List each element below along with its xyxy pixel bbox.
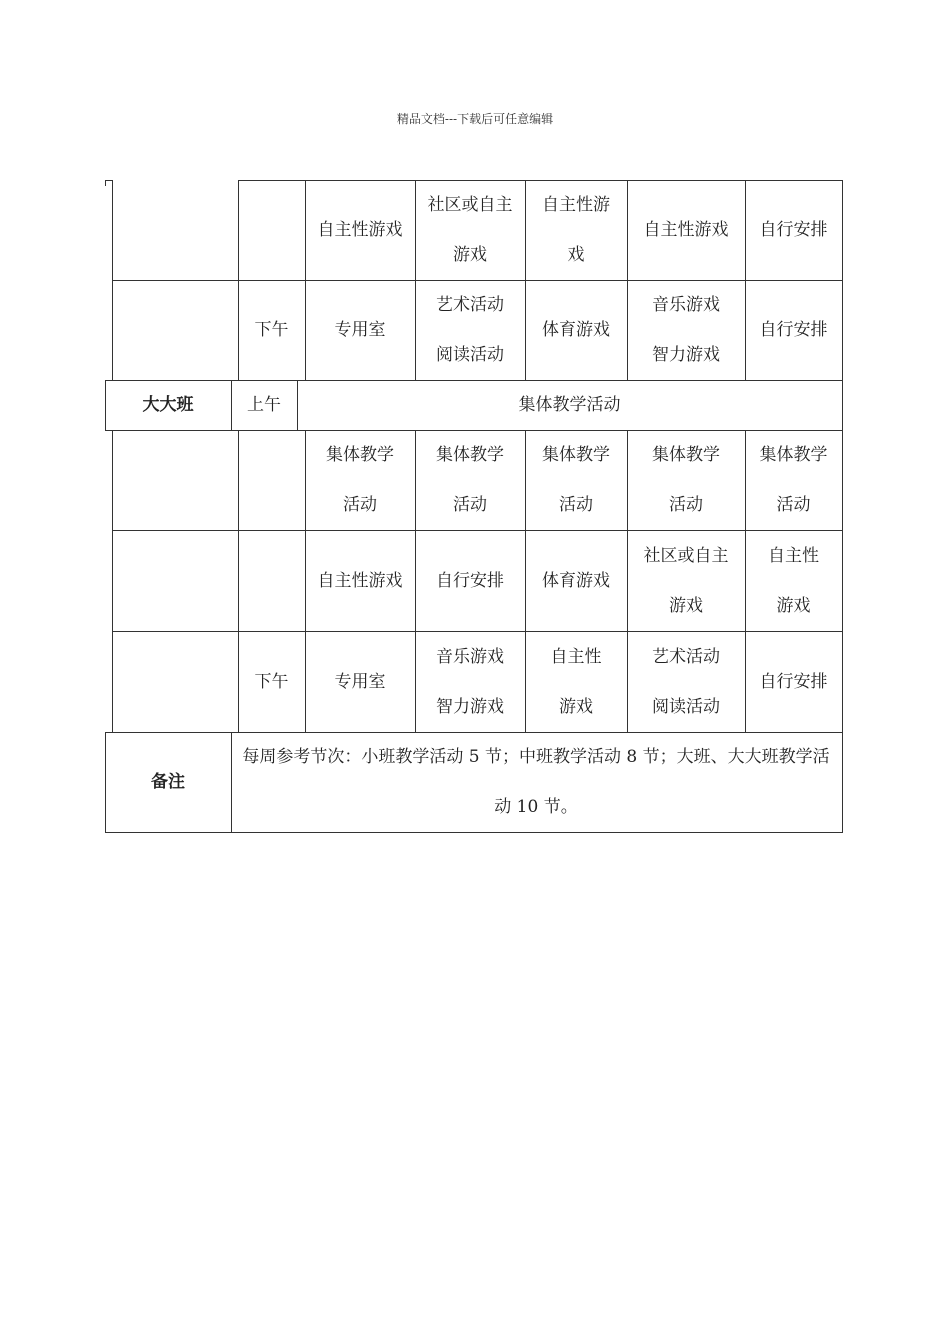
activity-cell-text: 自行安排 [759, 220, 828, 240]
activity-cell [745, 631, 842, 732]
row-line [112, 530, 843, 531]
activity-cell-text: 自行安排 [759, 320, 828, 340]
activity-cell [305, 631, 415, 732]
col-line [627, 180, 628, 280]
period-cell [238, 280, 305, 380]
activity-cell [415, 180, 525, 280]
activity-cell-text: 体育游戏 [542, 570, 610, 591]
col-line [112, 530, 113, 631]
merged-activity-cell-text: 集体教学活动 [518, 395, 621, 415]
group-cell [112, 631, 238, 732]
activity-cell-text: 艺术活动 阅读活动 [436, 295, 504, 365]
col-line [305, 280, 306, 380]
col-line [842, 280, 843, 380]
activity-cell [745, 180, 842, 280]
merged-activity-cell [297, 380, 842, 430]
activity-cell-text: 集体教学 活动 [759, 445, 828, 515]
col-line [305, 430, 306, 530]
activity-cell [415, 631, 525, 732]
activity-cell-text: 体育游戏 [542, 320, 610, 340]
activity-cell-text: 自主性 游戏 [550, 646, 602, 717]
col-line [415, 631, 416, 732]
col-line [112, 180, 113, 280]
col-line [238, 530, 239, 631]
col-line [525, 430, 526, 530]
activity-cell [745, 430, 842, 530]
col-line [842, 380, 843, 430]
activity-cell-text: 自行安排 [759, 671, 828, 692]
activity-cell [745, 280, 842, 380]
activity-cell-text: 自主性游戏 [317, 570, 403, 591]
col-line [627, 280, 628, 380]
activity-cell [745, 530, 842, 631]
col-line [415, 180, 416, 280]
col-line [627, 530, 628, 631]
col-line [238, 280, 239, 380]
col-line [525, 180, 526, 280]
activity-cell-text: 集体教学 活动 [652, 445, 720, 515]
activity-cell [305, 180, 415, 280]
col-line [627, 430, 628, 530]
note-text: 每周参考节次：小班教学活动 5 节；中班教学活动 8 节；大班、大大班教学活动 10 节。 [242, 747, 830, 817]
activity-cell [627, 530, 745, 631]
period-cell-text: 上午 [247, 395, 281, 415]
activity-cell-text: 自行安排 [436, 570, 504, 591]
col-line [842, 732, 843, 832]
activity-cell [415, 280, 525, 380]
activity-cell [525, 180, 627, 280]
activity-cell-text: 艺术活动 阅读活动 [652, 646, 720, 717]
col-line [627, 631, 628, 732]
col-line [745, 280, 746, 380]
row-line [238, 180, 843, 181]
top-tick-line [105, 180, 106, 186]
col-line [745, 180, 746, 280]
activity-cell-text: 专用室 [334, 671, 386, 692]
col-line [112, 631, 113, 732]
col-line [842, 180, 843, 280]
activity-cell-text: 音乐游戏 智力游戏 [652, 295, 720, 365]
activity-cell-text: 自主性 游戏 [768, 545, 819, 616]
period-cell [231, 380, 297, 430]
row-line [105, 832, 843, 833]
period-cell-text: 下午 [254, 320, 289, 340]
col-line [105, 380, 106, 430]
col-line [415, 430, 416, 530]
group-cell [112, 430, 238, 530]
col-line [842, 631, 843, 732]
row-line [112, 631, 843, 632]
activity-cell [525, 530, 627, 631]
activity-cell-text: 集体教学 活动 [542, 445, 610, 515]
col-line [305, 180, 306, 280]
col-line [297, 380, 298, 430]
col-line [525, 280, 526, 380]
col-line [305, 530, 306, 631]
col-line [525, 530, 526, 631]
group-label-cell-text: 大大班 [142, 395, 194, 415]
activity-cell-text: 自主性游戏 [317, 220, 403, 240]
col-line [842, 530, 843, 631]
group-cell [112, 280, 238, 380]
activity-cell [415, 430, 525, 530]
col-line [112, 430, 113, 530]
col-line [238, 430, 239, 530]
col-line [305, 631, 306, 732]
activity-cell [525, 631, 627, 732]
col-line [745, 430, 746, 530]
group-cell [112, 180, 238, 280]
activity-cell-text: 自主性游戏 [643, 220, 729, 240]
activity-cell [525, 280, 627, 380]
period-cell [238, 180, 305, 280]
activity-cell [525, 430, 627, 530]
col-line [231, 380, 232, 430]
activity-cell [627, 180, 745, 280]
col-line [745, 530, 746, 631]
activity-cell [305, 280, 415, 380]
activity-cell-text: 社区或自主 游戏 [643, 545, 729, 616]
activity-cell-text: 集体教学 活动 [326, 445, 394, 515]
row-line [112, 280, 843, 281]
activity-cell [305, 530, 415, 631]
page-header-note: 精品文档---下载后可任意编辑 [396, 112, 554, 126]
period-cell [238, 631, 305, 732]
group-cell [112, 530, 238, 631]
col-line [525, 631, 526, 732]
col-line [415, 280, 416, 380]
activity-cell-text: 自主性游 戏 [542, 195, 610, 265]
activity-cell [415, 530, 525, 631]
period-cell-text: 下午 [254, 671, 289, 692]
col-line [112, 280, 113, 380]
activity-cell [627, 430, 745, 530]
activity-cell-text: 集体教学 活动 [436, 445, 504, 515]
col-line [415, 530, 416, 631]
col-line [745, 631, 746, 732]
activity-cell [627, 280, 745, 380]
note-label: 备注 [151, 772, 185, 792]
row-line [105, 430, 843, 431]
period-cell [238, 430, 305, 530]
group-label-cell [105, 380, 231, 430]
activity-cell-text: 专用室 [334, 320, 386, 340]
activity-cell [305, 430, 415, 530]
top-tick-line [105, 180, 113, 181]
activity-cell [627, 631, 745, 732]
row-line [105, 380, 843, 381]
col-line [238, 631, 239, 732]
period-cell [238, 530, 305, 631]
col-line [238, 180, 239, 280]
activity-cell-text: 音乐游戏 智力游戏 [436, 646, 504, 717]
activity-cell-text: 社区或自主 游戏 [427, 195, 513, 265]
col-line [842, 430, 843, 530]
